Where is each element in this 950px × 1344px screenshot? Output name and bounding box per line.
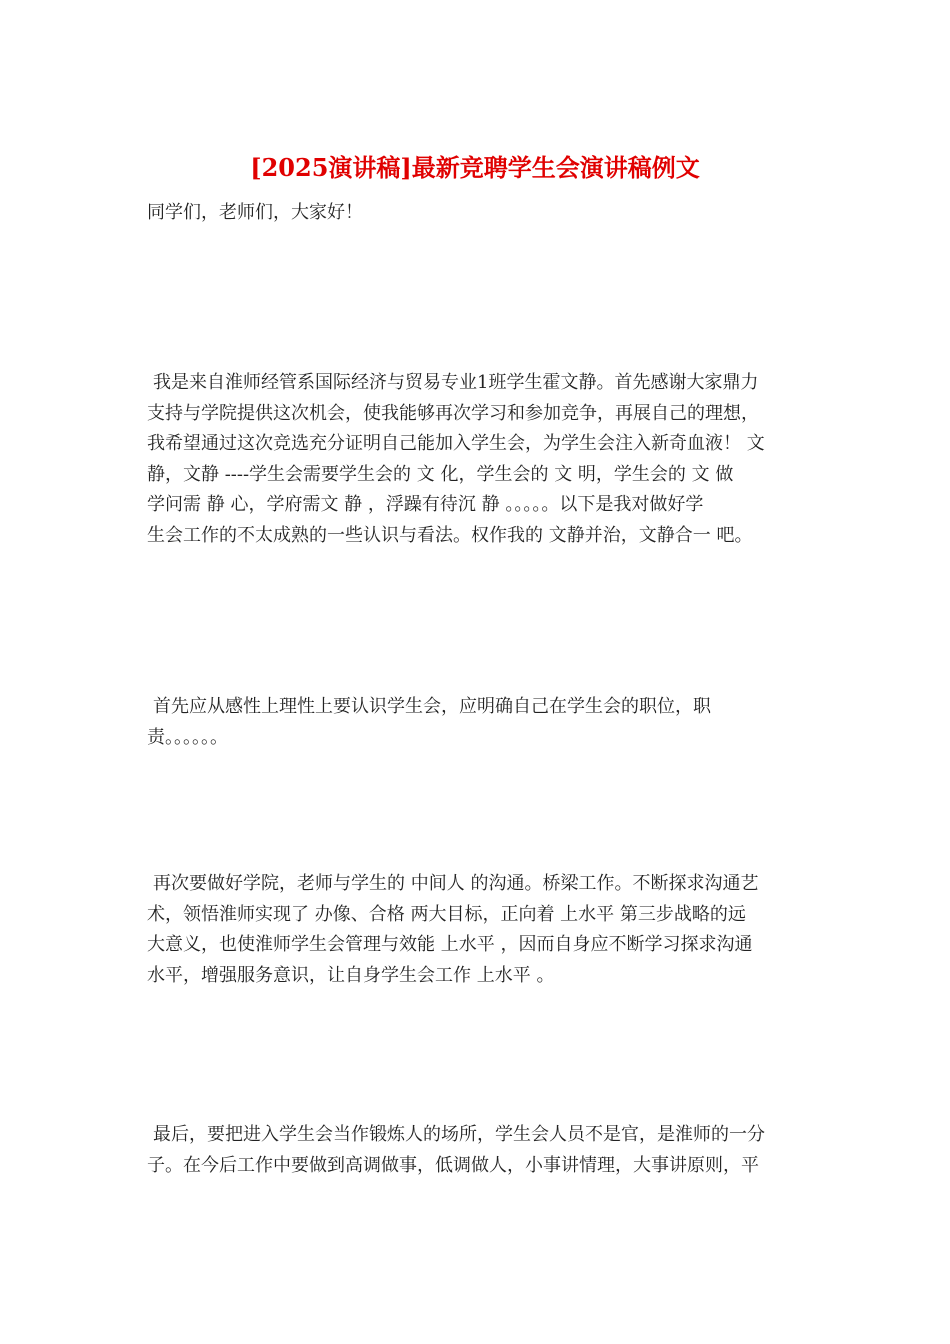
- paragraph-line: 水平，增强服务意识，让自身学生会工作 上水平 。: [147, 964, 555, 986]
- paragraph-line: 首先应从感性上理性上要认识学生会，应明确自己在学生会的职位，职: [153, 696, 711, 717]
- document-title: [2025演讲稿]最新竞聘学生会演讲稿例文: [250, 153, 700, 182]
- paragraph-line: 术，领悟淮师实现了 办像、合格 两大目标，正向着 上水平 第三步战略的远: [147, 903, 746, 925]
- paragraph-2: [147, 692, 817, 753]
- paragraph-line: 静，文静 ----学生会需要学生会的 文 化，学生会的 文 明，学生会的 文 做: [147, 463, 734, 485]
- paragraph-line: 生会工作的不太成熟的一些认识与看法。权作我的 文静并治，文静合一 吧。: [147, 524, 753, 546]
- paragraph-line: 最后，要把进入学生会当作锻炼人的场所，学生会人员不是官，是淮师的一分: [153, 1124, 765, 1145]
- greeting: [147, 198, 817, 229]
- paragraph-line: 我希望通过这次竞选充分证明自己能加入学生会，为学生会注入新奇血液！ 文: [147, 433, 765, 454]
- paragraph-line: 支持与学院提供这次机会，使我能够再次学习和参加竞争，再展自己的理想，: [147, 402, 759, 424]
- paragraph-1: [147, 368, 817, 551]
- greeting-line: 同学们，老师们，大家好！: [147, 202, 363, 223]
- paragraph-line: 学问需 静 心，学府需文 静 ，浮躁有待沉 静 。。。。。以下是我对做好学: [147, 494, 704, 515]
- paragraph-line: 我是来自淮师经管系国际经济与贸易专业1班学生霍文静。首先感谢大家鼎力: [153, 372, 759, 393]
- paragraph-4: [147, 1120, 817, 1181]
- paragraph-3: [147, 869, 817, 991]
- paragraph-line: 再次要做好学院，老师与学生的 中间人 的沟通。桥梁工作。不断探求沟通艺: [153, 873, 759, 894]
- paragraph-line: 责。。。。。。: [147, 726, 228, 748]
- paragraph-line: 子。在今后工作中要做到高调做事，低调做人，小事讲情理，大事讲原则，平: [147, 1154, 759, 1176]
- paragraph-line: 大意义，也使淮师学生会管理与效能 上水平 ，因而自身应不断学习探求沟通: [147, 934, 753, 955]
